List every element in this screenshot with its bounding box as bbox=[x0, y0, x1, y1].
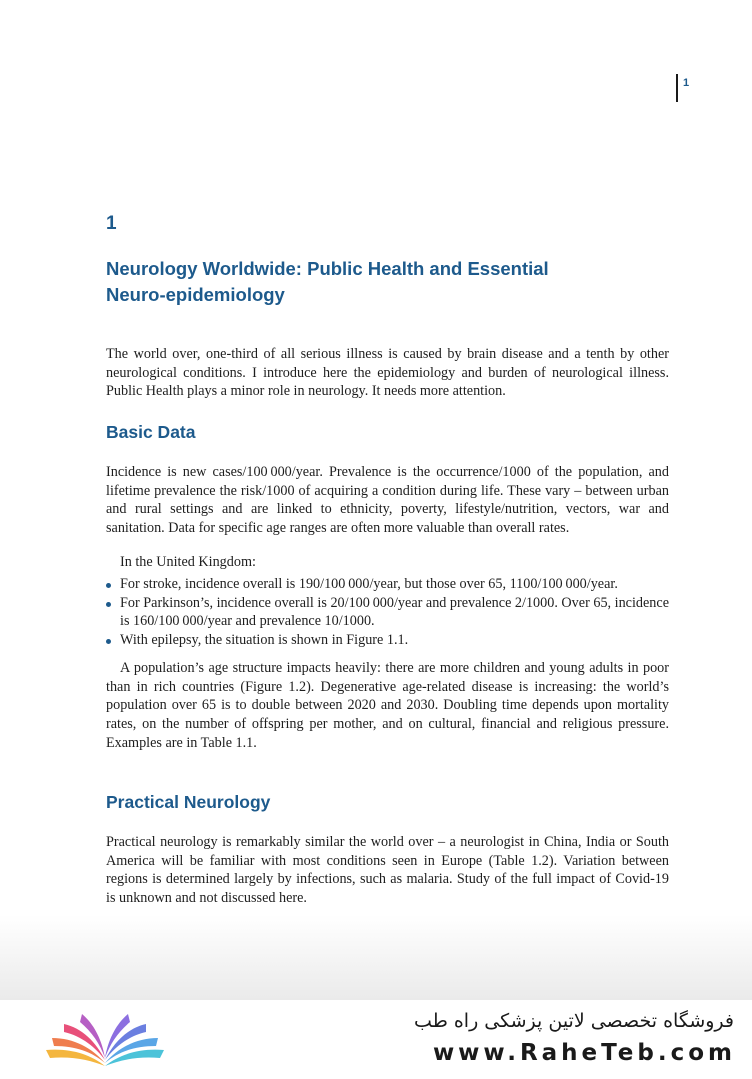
basic-data-paragraph: Incidence is new cases/100 000/year. Prevalence is the occurrence/1000 of the population, and lifetime prevalence the risk/1000 of acquiring a condition during life. These vary – between urban and rural settings and are linked to ethnicity, poverty, lifestyle/nutrition, vectors, war and sanitation. Data for specific age ranges are often more valuable than overall rates. bbox=[106, 464, 669, 537]
section-heading-basic-data: Basic Data bbox=[106, 422, 196, 442]
bullet-icon bbox=[106, 583, 111, 588]
chapter-title bbox=[106, 256, 626, 308]
practical-neurology-paragraph: Practical neurology is remarkably similar the world over – a neurologist in China, India or South America will be familiar with most conditions seen in Europe (Table 1.2). Variation between regions is determined largely by infections, such as malaria. Study of the full impact of Covid-19 is unknown and not discussed here. bbox=[106, 834, 669, 907]
shop-name: فروشگاه تخصصی لاتین پزشکی راه طب bbox=[414, 1010, 734, 1032]
section-heading-practical-neurology: Practical Neurology bbox=[106, 792, 271, 812]
list-item: For Parkinson’s, incidence overall is 20/100 000/year and prevalence 2/1000. Over 65, incidence is 160/100 000/year and prevalence 10/1000. bbox=[106, 594, 669, 631]
chapter-title-line-1: Neurology Worldwide: Public Health and Essential bbox=[106, 258, 549, 279]
page-number: 1 bbox=[676, 74, 689, 102]
watermark-banner bbox=[0, 1000, 752, 1079]
list-item: For stroke, incidence overall is 190/100 000/year, but those over 65, 1100/100 000/year. bbox=[106, 575, 669, 594]
uk-bullet-list bbox=[106, 575, 669, 650]
chapter-number: 1 bbox=[106, 213, 117, 234]
page-bottom-shadow bbox=[0, 915, 752, 1000]
shop-url: www.RaheTeb.com bbox=[432, 1040, 736, 1066]
open-book-rainbow-icon bbox=[40, 1008, 170, 1068]
list-item: With epilepsy, the situation is shown in Figure 1.1. bbox=[106, 631, 669, 650]
bullet-icon bbox=[106, 602, 111, 607]
chapter-title-line-2: Neuro-epidemiology bbox=[106, 284, 285, 305]
age-structure-paragraph: A population’s age structure impacts heavily: there are more children and young adults in poor than in rich countries (Figure 1.2). Degenerative age-related disease is increasing: the world’s population over 65 is to double between 2020 and 2030. Doubling time depends upon mortality rates, on the number of offspring per mother, and on cultural, financial and religious pressure. Examples are in Table 1.1. bbox=[106, 660, 669, 751]
uk-intro-line: In the United Kingdom: bbox=[120, 554, 256, 570]
bullet-icon bbox=[106, 639, 111, 644]
intro-paragraph: The world over, one-third of all serious illness is caused by brain disease and a tenth by other neurological conditions. I introduce here the epidemiology and burden of neurological illness. Public Health plays a minor role in neurology. It needs more attention. bbox=[106, 346, 669, 400]
